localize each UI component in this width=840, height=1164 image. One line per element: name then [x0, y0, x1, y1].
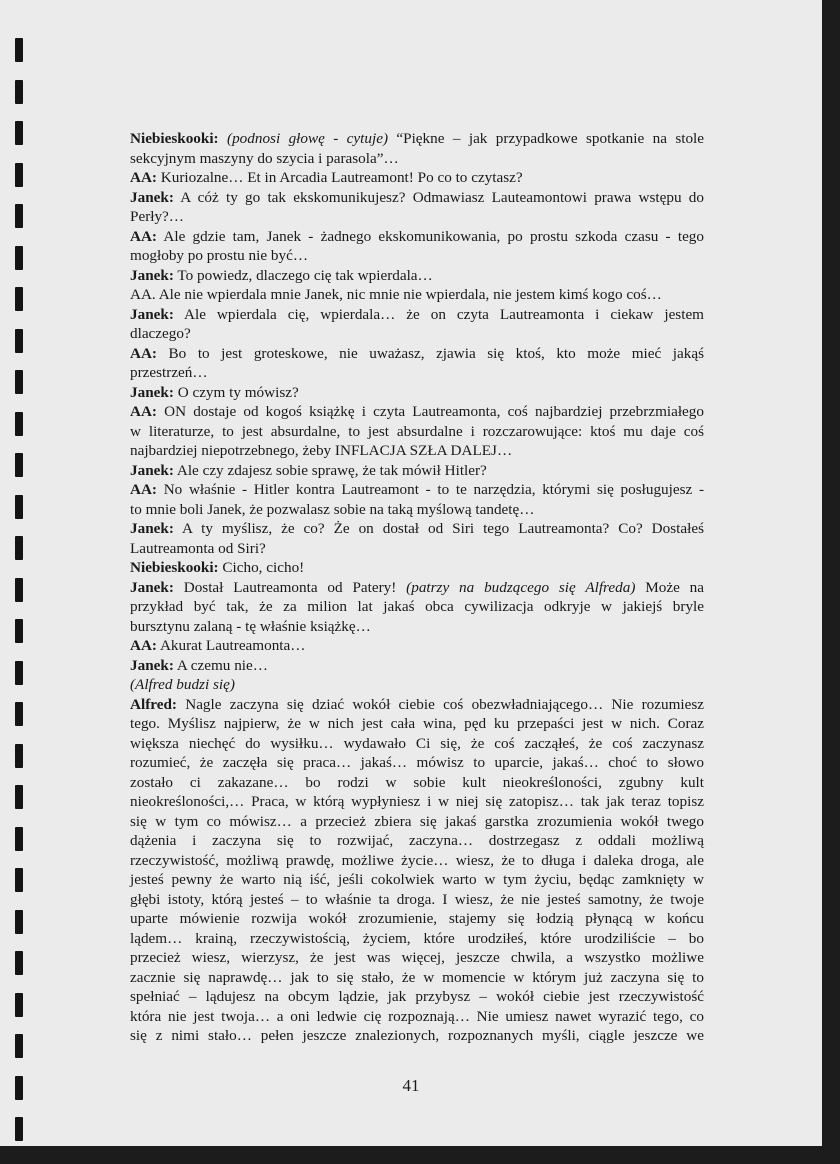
dialogue-text: uparte mówienie rozwija wokół zrozumienie, stajemy się łodzią płynącą w końcu: [130, 910, 704, 927]
text-line: [130, 987, 704, 1007]
dialogue-text: Ale gdzie tam, Janek - żadnego ekskomunikowania, po prostu szkoda czasu - tego: [157, 227, 704, 245]
dialogue-text: przykład być tak, że za milion lat jakaś obca cywilizacja odkryje w jakiejś bryle: [130, 598, 704, 615]
text-line: [130, 948, 704, 968]
dialogue-text: rzeczywistość, możliwą prawdę, możliwe życie… wiesz, że to długa i daleka droga, ale: [130, 851, 704, 869]
text-line: [130, 422, 704, 442]
binding-hole: [15, 453, 23, 477]
text-line: [130, 636, 704, 656]
speaker-name: Janek:: [130, 656, 174, 674]
speaker-name: Janek:: [130, 383, 174, 401]
binding-holes: [15, 0, 29, 1146]
binding-hole: [15, 993, 23, 1017]
binding-hole: [15, 744, 23, 768]
text-line: [130, 753, 704, 773]
text-line: [130, 929, 704, 949]
binding-hole: [15, 1034, 23, 1058]
speaker-name: AA:: [130, 227, 157, 245]
dialogue-text: zacznie się naprawdę… jak to się stało, że w momencie w którym już zaczyna się to: [130, 968, 704, 986]
stage-direction: (patrzy na budzącego się Alfreda): [406, 578, 636, 596]
dialogue-text: Perły?…: [130, 208, 184, 225]
text-line: [130, 812, 704, 832]
dialogue-text: się z nimi stało… pełen jeszcze znalezionych, rozpoznanych myśli, ciągle jeszcze we: [130, 1027, 704, 1044]
binding-hole: [15, 163, 23, 187]
dialogue-text: Akurat Lautreamonta…: [157, 637, 306, 654]
text-line: [130, 168, 704, 188]
dialogue-text: Może na: [635, 578, 705, 596]
binding-hole: [15, 619, 23, 643]
speaker-name: Janek:: [130, 305, 174, 323]
binding-hole: [15, 578, 23, 602]
stage-direction: (Alfred budzi się): [130, 676, 235, 693]
text-line: [130, 129, 704, 149]
dialogue-text: A ty myślisz, że co? Że on dostał od Siri tego Lautreamonta? Co? Dostałeś: [173, 520, 704, 537]
dialogue-text: No właśnie - Hitler kontra Lautreamont - to te narzędzia, którymi się posługujesz -: [157, 481, 704, 498]
binding-hole: [15, 80, 23, 104]
text-line: [130, 383, 704, 403]
speaker-name: Alfred:: [130, 695, 177, 713]
binding-hole: [15, 827, 23, 851]
dialogue-text: Ale wpierdala cię, wpierdala… że on czyta Lautreamonta i ciekaw jestem: [173, 305, 704, 323]
dialogue-text: przestrzeń…: [130, 364, 208, 381]
speaker-name: Janek:: [130, 520, 174, 537]
text-line: [130, 909, 704, 929]
dialogue-text: Cicho, cicho!: [218, 559, 305, 576]
binding-hole: [15, 661, 23, 685]
text-line: [130, 617, 704, 637]
dialogue-text: AA. Ale nie wpierdala mnie Janek, nic mnie nie wpierdala, nie jestem kimś kogo coś…: [130, 286, 662, 303]
text-line: [130, 890, 704, 910]
speaker-name: Janek:: [130, 578, 174, 596]
binding-hole: [15, 495, 23, 519]
binding-hole: [15, 702, 23, 726]
binding-hole: [15, 868, 23, 892]
dialogue-text: Kuriozalne… Et in Arcadia Lautreamont! Po co to czytasz?: [157, 169, 523, 186]
speaker-name: AA:: [130, 344, 157, 362]
text-line: [130, 870, 704, 890]
dialogue-text: jesteś pewny że warto nią iść, jeśli cokolwiek warto w tym życiu, będąc zamknięty w: [130, 871, 704, 888]
dialogue-text: A cóż ty go tak ekskomunikujesz? Odmawiasz Lauteamontowi prawa wstępu do: [173, 188, 704, 206]
text-line: [130, 558, 704, 578]
binding-hole: [15, 38, 23, 62]
dialogue-text: mogłoby po prostu nie być…: [130, 247, 309, 264]
stage-direction: (podnosi głowę - cytuje): [227, 130, 388, 147]
text-line: [130, 266, 704, 286]
text-line: [130, 773, 704, 793]
text-line: [130, 792, 704, 812]
speaker-name: AA:: [130, 481, 157, 498]
dialogue-text: Bo to jest groteskowe, nie uważasz, zjawia się ktoś, kto może mieć jakąś: [157, 344, 704, 362]
text-line: [130, 480, 704, 500]
binding-hole: [15, 370, 23, 394]
text-line: [130, 344, 704, 364]
page-number: 41: [402, 1076, 420, 1095]
text-line: [130, 539, 704, 559]
dialogue-text: przecież wiesz, wierzysz, że jest was więcej, jeszcze chwila, a wszystko możliwe: [130, 949, 704, 966]
dialogue-text: To powiedz, dlaczego cię tak wpierdala…: [173, 266, 433, 284]
text-line: [130, 851, 704, 871]
dialogue-text: tego. Myślisz najpierw, że w nich jest cała wina, pęd ku przepaści jest w nich. Coraz: [130, 715, 704, 732]
play-script-text: [130, 129, 704, 1046]
text-line: [130, 734, 704, 754]
binding-hole: [15, 536, 23, 560]
binding-hole: [15, 329, 23, 353]
dialogue-text: nieokreśloności,… Praca, w którą wypłyniesz i w niej się zatopisz… tak jak teraz topisz: [130, 793, 704, 810]
dialogue-text: Ale czy zdajesz sobie sprawę, że tak mówił Hitler?: [173, 461, 487, 479]
dialogue-text: Dostał Lautreamonta od Patery!: [173, 578, 407, 596]
dialogue-text: się w tym co mówisz… a przecież zbiera się jakaś garstka zrozumienia wokół twego: [130, 812, 704, 830]
speaker-name: Janek:: [130, 461, 174, 479]
dialogue-text: w literaturze, to jest absurdalne, to jest absurdalne i rozczarowujące: ktoś mu daje coś: [130, 422, 704, 440]
binding-hole: [15, 204, 23, 228]
dialogue-text: ON dostaje od kogoś książkę i czyta Lautreamonta, coś najbardziej przebrzmiałego: [157, 403, 704, 420]
dialogue-text: to mnie boli Janek, że pozwalasz sobie na taką myślową tandetę…: [130, 500, 535, 518]
speaker-name: AA:: [130, 637, 157, 654]
binding-hole: [15, 1117, 23, 1141]
dialogue-text: sekcyjnym maszyny do szycia i parasola”…: [130, 149, 399, 167]
binding-hole: [15, 785, 23, 809]
dialogue-text: która nie jest twoja… a oni ledwie cię rozpoznają… Nie umiesz nawet wyrazić tego, co: [130, 1007, 704, 1025]
binding-hole: [15, 121, 23, 145]
dialogue-text: “Piękne – jak przypadkowe spotkanie na stole: [388, 130, 705, 147]
dialogue-text: najbardziej niepotrzebnego, żeby INFLACJA SZŁA DALEJ…: [130, 442, 513, 459]
text-line: [130, 207, 704, 227]
speaker-name: Niebieskooki:: [130, 559, 219, 576]
text-line: [130, 714, 704, 734]
dialogue-text: dlaczego?: [130, 325, 191, 342]
text-line: [130, 519, 704, 539]
text-line: [130, 656, 704, 676]
text-line: [130, 324, 704, 344]
speaker-name: Niebieskooki:: [130, 130, 219, 147]
speaker-name: Janek:: [130, 266, 174, 284]
text-line: [130, 831, 704, 851]
dialogue-text: bursztynu zalaną - tę właśnie książkę…: [130, 617, 371, 635]
speaker-name: AA:: [130, 403, 157, 420]
dialogue-text: głębi istoty, którą jesteś – to właśnie ta droga. I wiesz, że nie jesteś samotny, że twoje: [130, 890, 704, 908]
binding-hole: [15, 951, 23, 975]
dialogue-text: spełniać – lądujesz na obcym lądzie, jak przybysz – wokół ciebie jest rzeczywistość: [130, 988, 704, 1005]
binding-hole: [15, 246, 23, 270]
text-line: [130, 363, 704, 383]
text-line: [130, 441, 704, 461]
dialogue-text: zostało ci zakazane… bo rodzi w sobie kult nieokreśloności, zgubny kult: [130, 773, 704, 791]
binding-hole: [15, 910, 23, 934]
text-line: [130, 675, 704, 695]
text-line: [130, 227, 704, 247]
text-line: [130, 597, 704, 617]
speaker-name: AA:: [130, 169, 157, 186]
speaker-name: Janek:: [130, 188, 174, 206]
text-line: [130, 305, 704, 325]
text-line: [130, 500, 704, 520]
text-line: [130, 402, 704, 422]
text-line: [130, 285, 704, 305]
dialogue-text: Lautreamonta od Siri?: [130, 539, 266, 557]
text-line: [130, 1007, 704, 1027]
binding-hole: [15, 412, 23, 436]
dialogue-text: rozumieć, że zaczęła się praca… jakaś… mówisz to uparcie, jakaś… choć to słowo: [130, 754, 704, 771]
text-line: [130, 1026, 704, 1046]
text-line: [130, 149, 704, 169]
text-line: [130, 246, 704, 266]
dialogue-text: dążenia i zaczyna się to rozwijać, zaczyna… dostrzegasz z oddali możliwą: [130, 832, 704, 849]
dialogue-text: A czemu nie…: [173, 656, 268, 674]
dialogue-text: lądem… krainą, rzeczywistością, życiem, które urodziłeś, które urodziliście – bo: [130, 929, 704, 947]
text-line: [130, 968, 704, 988]
binding-hole: [15, 287, 23, 311]
dialogue-text: Nagle zaczyna się dziać wokół ciebie coś obezwładniającego… Nie rozumiesz: [176, 695, 704, 713]
text-line: [130, 461, 704, 481]
dialogue-text: O czym ty mówisz?: [173, 383, 299, 401]
text-line: [130, 695, 704, 715]
dialogue-text: większa niechęć do wysiłku… wydawało Ci się, że coś zacząłeś, że coś zaczynasz: [130, 734, 704, 752]
text-line: [130, 188, 704, 208]
text-line: [130, 578, 704, 598]
